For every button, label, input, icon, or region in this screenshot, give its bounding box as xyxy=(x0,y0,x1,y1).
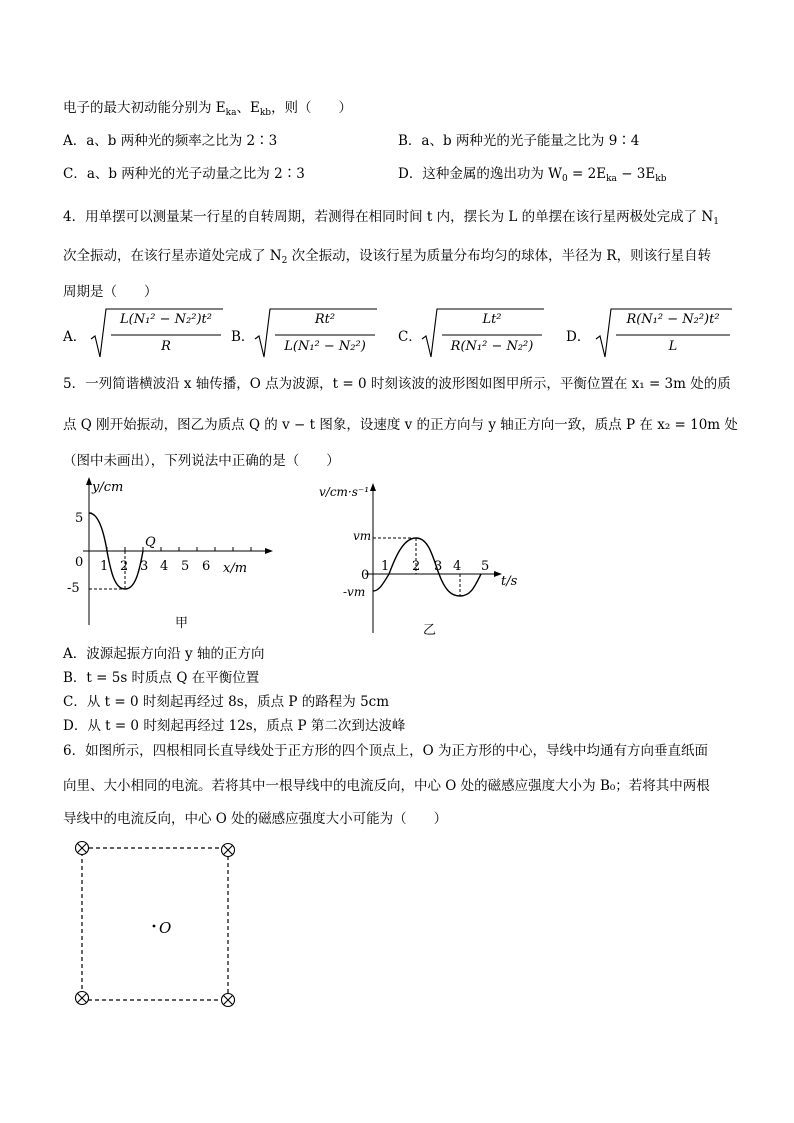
q4-stem-line1: 4．用单摆可以测量某一行星的自转周期，若测得在相同时间 t 内，摆长为 L 的单摆在该行星两极处完成了 $N_1$ xyxy=(63,209,719,227)
q4-option-b[interactable] xyxy=(231,305,391,367)
jia-caption: 甲 xyxy=(175,616,189,631)
q4-option-b-label: B． xyxy=(231,329,255,345)
q4-c-numerator: Lt² xyxy=(482,312,502,327)
jia-ytick-0: 0 xyxy=(75,555,84,570)
q5-option-a[interactable]: A．波源起振方向沿 y 轴的正方向 xyxy=(63,646,265,662)
yi-xtick-3: 3 xyxy=(434,559,443,574)
jia-point-q: Q xyxy=(145,535,156,550)
q3-stem: 电子的最大初动能分别为 $E_{ka}$、$E_{kb}$，则（ ） xyxy=(63,100,353,118)
q4-option-a[interactable] xyxy=(63,305,223,367)
q5-option-c[interactable]: C．从 t = 0 时刻起再经过 8s，质点 P 的路程为 5cm xyxy=(63,694,390,710)
q4-a-numerator: L(N₁² − N₂²)t² xyxy=(120,312,212,327)
figure-yi-vt-graph xyxy=(315,478,525,643)
jia-ylabel: y/cm xyxy=(92,480,124,495)
q4-stem-line3: 周期是（ ） xyxy=(63,284,158,300)
yi-xtick-2: 2 xyxy=(412,559,421,574)
q4-option-c-label: C． xyxy=(398,329,422,345)
yi-caption: 乙 xyxy=(423,623,437,638)
q4-stem-line2: 次全振动，在该行星赤道处完成了 $N_2$ 次全振动，设该行星为质量分布均匀的球体，半径为 R，则该行星自转 xyxy=(63,248,712,266)
jia-xtick-5: 5 xyxy=(181,559,190,574)
jia-ytick-5: 5 xyxy=(75,511,84,526)
wire-bottom-right-icon xyxy=(222,994,235,1007)
wire-top-right-icon xyxy=(222,844,235,857)
yi-ytick-vm: vm xyxy=(353,529,372,543)
yi-ytick-0: 0 xyxy=(361,568,370,583)
jia-ytick-neg5: -5 xyxy=(67,581,80,596)
q5-stem-line1: 5．一列简谐横波沿 x 轴传播，O 点为波源，t = 0 时刻该波的波形图如图甲所示，平衡位置在 x₁ = 3m 处的质 xyxy=(63,376,731,392)
q6-stem-line1: 6．如图所示，四根相同长直导线处于正方形的四个顶点上，O 为正方形的中心，导线中均通有方向垂直纸面 xyxy=(63,743,708,759)
q6-stem-line2: 向里、大小相同的电流。若将其中一根导线中的电流反向，中心 O 处的磁感应强度大小为 B₀；若将其中两根 xyxy=(63,778,710,794)
q5-option-d[interactable]: D．从 t = 0 时刻起再经过 12s，质点 P 第二次到达波峰 xyxy=(63,718,406,734)
jia-xtick-3: 3 xyxy=(140,559,149,574)
jia-x-arrow xyxy=(265,548,273,554)
q3-option-a[interactable]: A．a、b 两种光的频率之比为 2∶3 xyxy=(63,133,278,149)
yi-xlabel: t/s xyxy=(501,574,518,589)
jia-xticks xyxy=(107,547,251,551)
q3-option-d[interactable]: D．这种金属的逸出功为 $W_0 = 2E_{ka} - 3E_{kb}$ xyxy=(398,166,667,184)
yi-xtick-5: 5 xyxy=(481,559,490,574)
wire-bottom-left-icon xyxy=(76,992,89,1005)
yi-y-arrow xyxy=(370,483,376,491)
q4-c-denominator: R(N₁² − N₂²) xyxy=(450,339,534,354)
q4-option-d-label: D． xyxy=(566,329,591,345)
jia-xtick-2: 2 xyxy=(120,559,129,574)
wire-top-left-icon xyxy=(76,842,89,855)
q3-option-c[interactable]: C．a、b 两种光的光子动量之比为 2∶3 xyxy=(63,166,305,182)
q6-center-dot xyxy=(153,925,156,928)
q6-stem-line3: 导线中的电流反向，中心 O 处的磁感应强度大小可能为（ ） xyxy=(63,811,448,827)
yi-xtick-4: 4 xyxy=(453,559,462,574)
q4-b-numerator: Rt² xyxy=(314,312,336,327)
q4-options xyxy=(63,305,743,367)
q6-center-label: O xyxy=(159,919,172,937)
q5-stem-line2: 点 Q 刚开始振动，图乙为质点 Q 的 v − t 图象，设速度 v 的正方向与 y 轴正方向一致，质点 P 在 x₂ = 10m 处 xyxy=(63,417,738,433)
jia-xlabel: x/m xyxy=(223,561,248,576)
jia-xtick-1: 1 xyxy=(100,559,109,574)
yi-ytick-neg-vm: -vm xyxy=(343,585,366,599)
q4-d-denominator: L xyxy=(668,339,678,354)
q3-option-b[interactable]: B．a、b 两种光的光子能量之比为 9∶4 xyxy=(398,133,640,149)
q4-d-numerator: R(N₁² − N₂²)t² xyxy=(626,312,720,327)
q5-option-b[interactable]: B．t = 5s 时质点 Q 在平衡位置 xyxy=(63,670,260,686)
q6-square-outline xyxy=(82,848,228,1000)
q4-a-denominator: R xyxy=(161,339,171,354)
q4-option-c[interactable] xyxy=(398,305,558,367)
yi-ylabel: v/cm·s⁻¹ xyxy=(319,485,370,499)
jia-xtick-6: 6 xyxy=(202,559,211,574)
jia-xtick-4: 4 xyxy=(160,559,169,574)
q4-option-d[interactable] xyxy=(566,305,741,367)
q5-stem-line3: （图中未画出），下列说法中正确的是（ ） xyxy=(63,453,340,469)
q4-option-a-label: A． xyxy=(63,329,87,345)
figure-jia-waveform xyxy=(63,475,293,635)
q4-b-denominator: L(N₁² − N₂²) xyxy=(284,339,366,354)
yi-xtick-1: 1 xyxy=(381,559,390,574)
figure-q6-square xyxy=(70,838,250,1018)
